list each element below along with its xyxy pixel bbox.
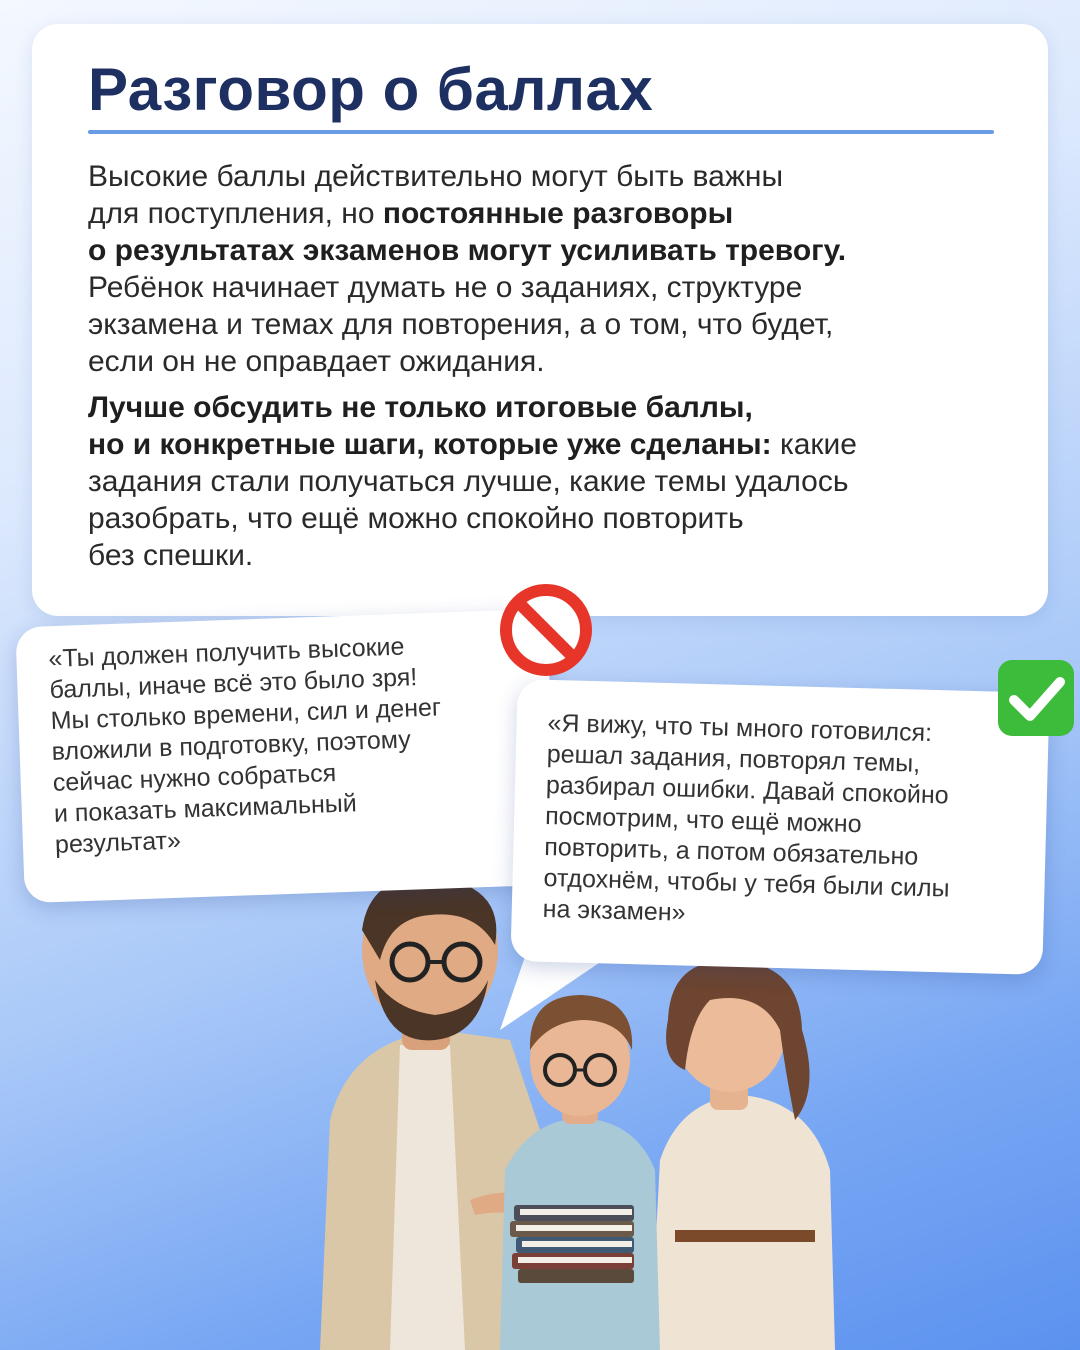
paragraph-discuss-steps: Лучше обсудить не только итоговые баллы, но и конкретные шаги, которые уже сделаны: какие задания стали получаться лучше, какие темы удалось разобрать, что ещё можно спокойно повторить без спешки. [88,391,857,572]
boy-figure [500,995,660,1350]
paragraph-scores-anxiety: Высокие баллы действительно могут быть важны для поступления, но постоянные разговоры о результатах экзаменов могут усиливать тревогу. Ребёнок начинает думать не о заданиях, структуре экзамена и темах для повторения, а о том, что будет, если он не оправдает ожидания. [88,160,847,378]
page-title: Разговор о баллах [88,56,654,123]
bad-example-quote: «Ты должен получить высокие баллы, иначе всё это было зря! Мы столько времени, сил и денег вложили в подготовку, поэтому сейчас нужно собраться и показать максимальный результат» [48,632,442,859]
good-example-quote: «Я вижу, что ты много готовился: решал задания, повторял темы, разбирал ошибки. Давай спокойно посмотрим, что ещё можно повторить, а потом обязательно отдохнём, чтобы у тебя были силы на экзамен» [542,708,950,927]
check-mark-icon [994,656,1078,740]
mother-figure [650,960,835,1350]
title-underline [88,130,994,134]
prohibited-icon [496,580,596,680]
